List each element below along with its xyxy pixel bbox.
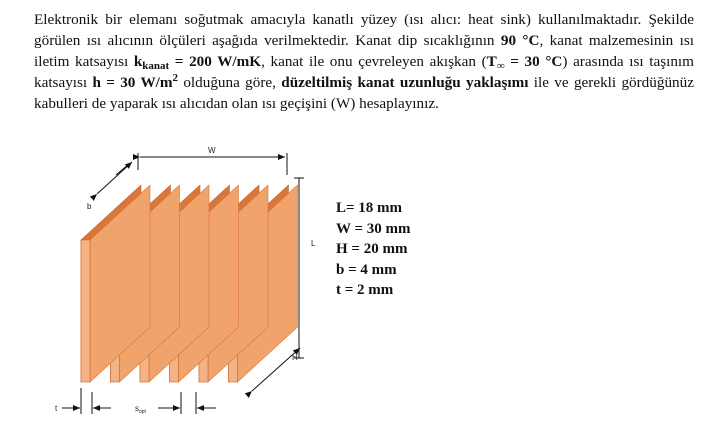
b-label: b xyxy=(87,202,92,211)
convection-coefficient: h = 30 $W/m^2$ xyxy=(92,72,178,91)
l-label: L xyxy=(311,239,316,248)
dim-w: W = 30 mm xyxy=(336,220,411,237)
dim-h: H = 20 mm xyxy=(336,241,408,257)
dim-t: t = 2 mm xyxy=(336,282,394,298)
problem-text-4: ) arasında ısı taşınım katsayısı xyxy=(34,53,694,91)
ambient-temperature: $T_\infty = 30$ °C xyxy=(486,53,563,72)
dim-l: L= 18 mm xyxy=(336,200,403,216)
dim-b: b = 4 mm xyxy=(336,261,397,278)
base-temperature: 90 °C xyxy=(500,32,540,49)
dimension-list xyxy=(336,198,411,301)
problem-text-3: , kanat ile onu çevreleyen akışkan ( xyxy=(261,53,487,70)
h-label: H xyxy=(292,353,298,362)
b-leader xyxy=(116,164,129,175)
corrected-fin-length-approach: düzeltilmiş kanat uzunluğu yaklaşımı xyxy=(281,74,529,91)
problem-text-5: olduğuna göre, xyxy=(178,74,282,91)
problem-text-2: , kanat malzemesinin ısı iletim katsayısı xyxy=(34,32,694,70)
heat-sink-fins xyxy=(81,185,298,382)
problem-text-1: Elektronik bir elemanı soğutmak amacıyla kanatlı yüzey (ısı alıcı: heat sink) kullanılmaktadır. Şekilde görülen ısı alıcının ölçüleri aşağıda verilmektedir. Kanat dip sıcaklığının xyxy=(34,11,694,49)
w-label: W xyxy=(208,146,216,155)
b-dimension-line xyxy=(97,162,132,194)
conductivity-symbol: $k_{kanat} = 200$ W/mK xyxy=(133,53,262,72)
problem-text-6: ile ve gerekli gördüğünüz kabulleri de yaparak ısı alıcıdan olan ısı geçişini (W) hesaplayınız. xyxy=(34,74,694,112)
s-opt-label: $s_{opt}$ xyxy=(135,404,146,415)
fin-front xyxy=(81,240,90,382)
t-label: t xyxy=(55,404,58,413)
